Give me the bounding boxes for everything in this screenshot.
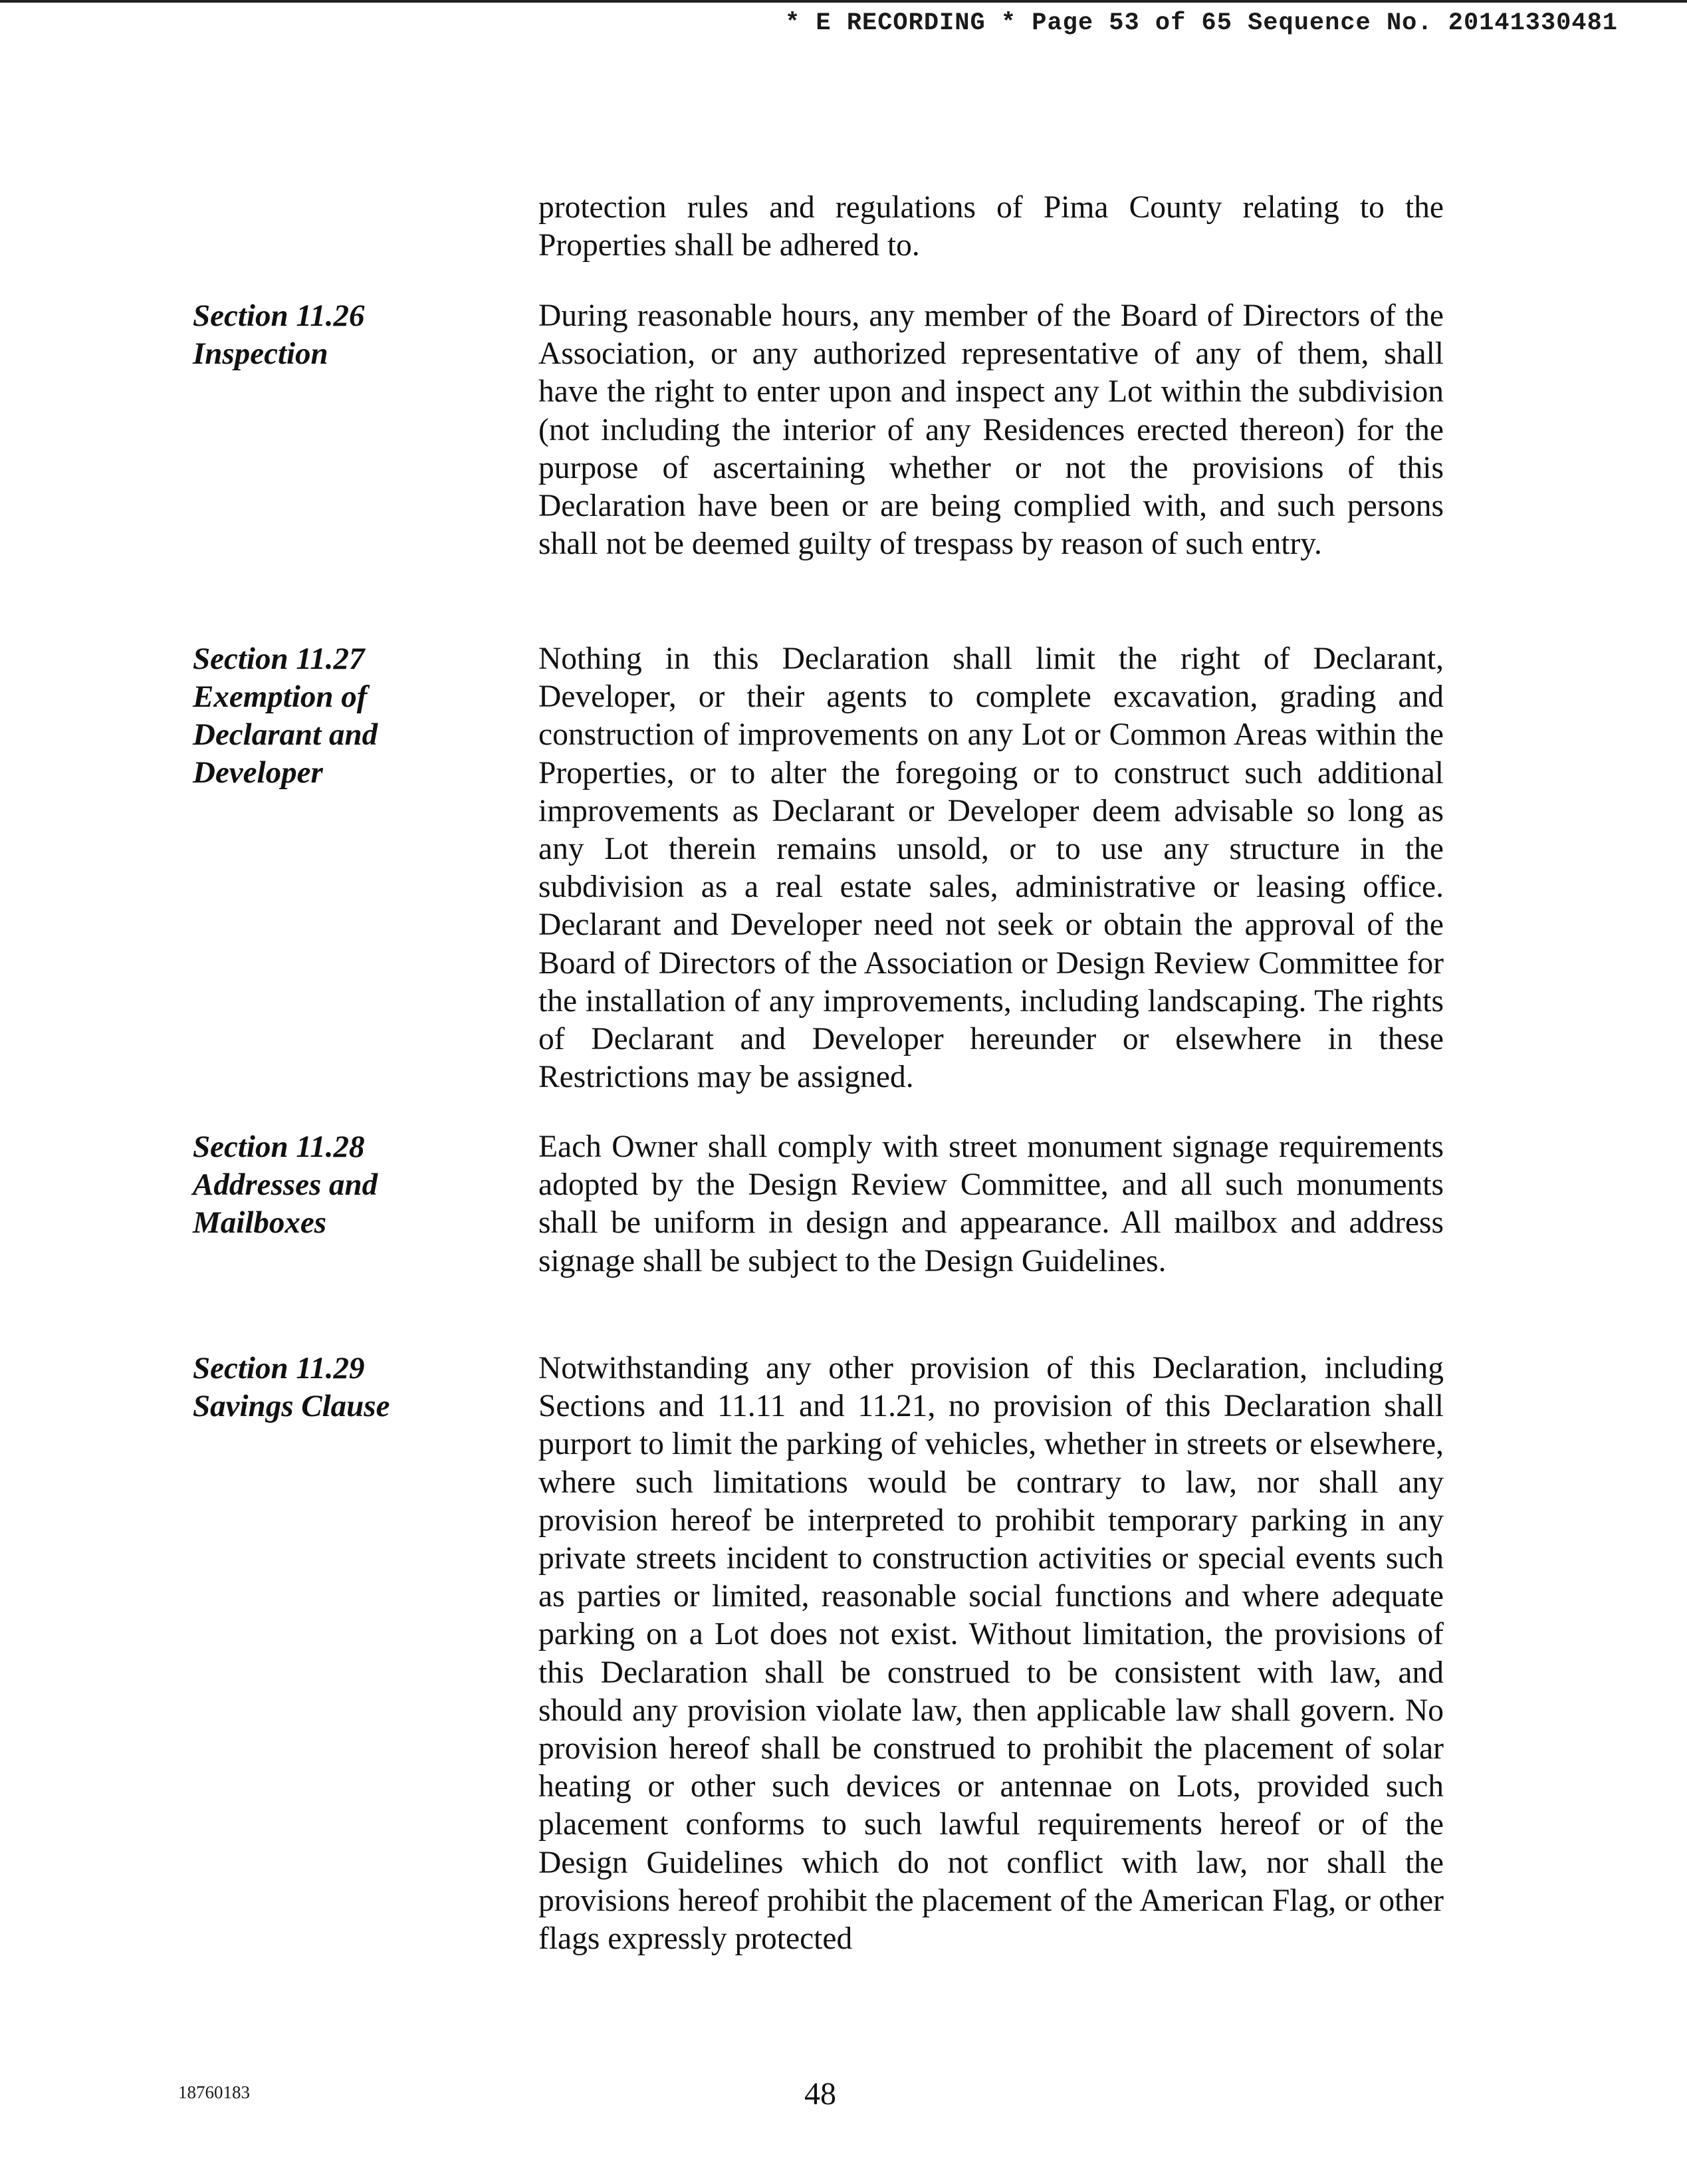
section-title-line: Mailboxes	[193, 1205, 327, 1240]
page-number: 48	[804, 2076, 836, 2112]
section-number: Section 11.29	[193, 1351, 365, 1386]
section-text: Nothing in this Declaration shall limit the right of Declarant, Developer, or their agents to complete excavation, grading and construction of improvements on any Lot or Common Areas within the Properties, or to alter the foregoing or to construct such additional improvements as Declarant or Developer deem advisable so long as any Lot therein remains unsold, or to use any structure in the subdivision as a real estate sales, administrative or leasing office. Declarant and Developer need not seek or obtain the approval of the Board of Directors of the Association or Design Review Committee for the installation of any improvements, including landscaping. The rights of Declarant and Developer hereunder or elsewhere in these Restrictions may be assigned.	[538, 642, 1444, 1095]
section-title-line: Declarant and	[193, 717, 378, 752]
section-title: Savings Clause	[193, 1389, 390, 1423]
section-body	[538, 1350, 1444, 1958]
section-number: Section 11.26	[193, 299, 365, 333]
section-text: Notwithstanding any other provision of this Declaration, including Sections and 11.11 and 11.21, no provision of this Declaration shall purport to limit the parking of vehicles, whether in streets or elsewhere, where such limitations would be contrary to law, nor shall any provision hereof be interpreted to prohibit temporary parking in any private streets incident to construction activities or special events such as parties or limited, reasonable social functions and where adequate parking on a Lot does not exist. Without limitation, the provisions of this Declaration shall be construed to be consistent with law, and should any provision violate law, then applicable law shall govern. No provision hereof shall be construed to prohibit the placement of solar heating or other such devices or antennae on Lots, provided such placement conforms to such lawful requirements hereof or of the Design Guidelines which do not conflict with law, nor shall the provisions hereof prohibit the placement of the American Flag, or other flags expressly protected	[538, 1351, 1444, 1957]
section-text: During reasonable hours, any member of the Board of Directors of the Association, or any authorized representative of any of them, shall have the right to enter upon and inspect any Lot within the subdivision (not including the interior of any Residences erected thereon) for the purpose of ascertaining whether or not the provisions of this Declaration have been or are being complied with, and such persons shall not be deemed guilty of trespass by reason of such entry.	[538, 299, 1444, 562]
section-heading	[193, 640, 459, 792]
section-number: Section 11.28	[193, 1130, 365, 1164]
document-id: 18760183	[178, 2082, 250, 2102]
section-title-line: Addresses and	[193, 1167, 378, 1202]
section-title-line: Developer	[193, 755, 323, 790]
top-border-rule	[0, 0, 1687, 3]
continued-paragraph	[538, 189, 1444, 265]
section-title-line: Exemption of	[193, 679, 368, 714]
section-heading	[193, 1350, 459, 1425]
section-body	[538, 640, 1444, 1096]
section-number: Section 11.27	[193, 642, 365, 676]
section-text: Each Owner shall comply with street monument signage requirements adopted by the Design Review Committee, and all such monuments shall be uniform in design and appearance. All mailbox and address signage shall be subject to the Design Guidelines.	[538, 1130, 1444, 1278]
continued-paragraph-text: protection rules and regulations of Pima County relating to the Properties shall be adhered to.	[538, 190, 1444, 263]
section-body	[538, 297, 1444, 563]
section-heading	[193, 1128, 459, 1242]
section-body	[538, 1128, 1444, 1280]
recording-header: * E RECORDING * Page 53 of 65 Sequence No. 20141330481	[785, 9, 1618, 37]
section-title: Inspection	[193, 336, 328, 371]
section-heading	[193, 297, 459, 373]
